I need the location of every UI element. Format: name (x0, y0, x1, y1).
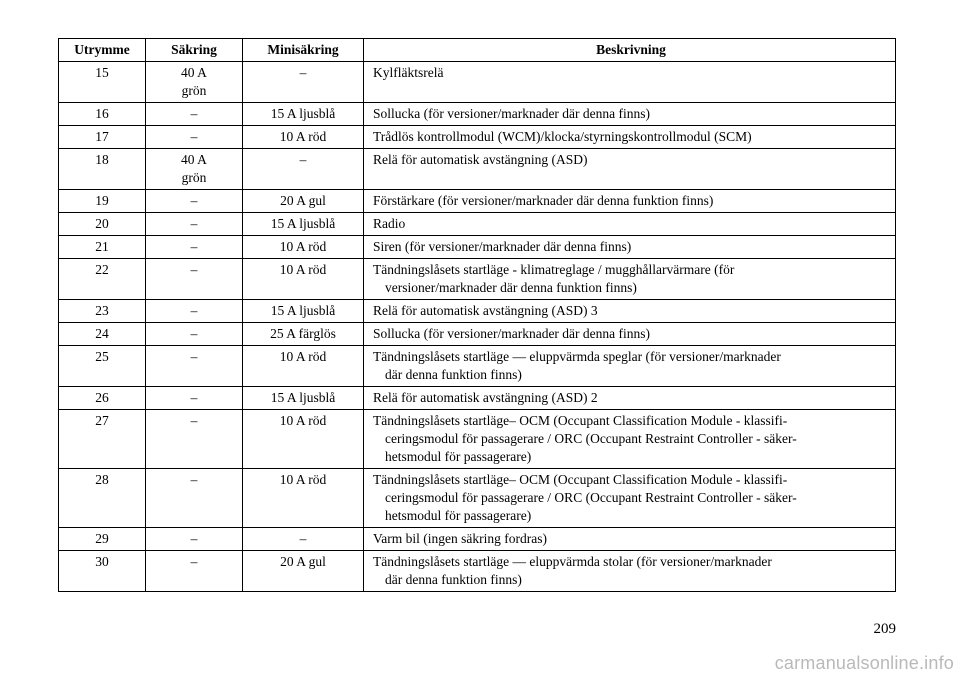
cell-beskrivning (364, 300, 896, 323)
cell-utrymme: 15 (59, 62, 146, 103)
cell-beskrivning-line: Relä för automatisk avstängning (ASD) 3 (373, 303, 598, 318)
cell-beskrivning (364, 410, 896, 469)
cell-beskrivning (364, 528, 896, 551)
cell-minisakring: 10 A röd (243, 469, 364, 528)
cell-sakring (146, 62, 243, 103)
table-row (59, 300, 896, 323)
cell-beskrivning-line: Trådlös kontrollmodul (WCM)/klocka/styrningskontrollmodul (SCM) (373, 129, 752, 144)
cell-sakring (146, 236, 243, 259)
watermark: carmanualsonline.info (774, 653, 954, 673)
cell-sakring-line: – (190, 349, 198, 364)
cell-utrymme: 16 (59, 103, 146, 126)
table-row (59, 323, 896, 346)
cell-utrymme: 26 (59, 387, 146, 410)
cell-beskrivning-line: Tändningslåsets startläge — eluppvärmda speglar (för versioner/marknader (373, 349, 781, 364)
cell-minisakring: 25 A färglös (243, 323, 364, 346)
cell-minisakring: 10 A röd (243, 126, 364, 149)
cell-minisakring: 10 A röd (243, 410, 364, 469)
cell-minisakring: 20 A gul (243, 551, 364, 592)
cell-beskrivning-line: Tändningslåsets startläge– OCM (Occupant Classification Module - klassifi- (373, 413, 788, 428)
cell-beskrivning-line: versioner/marknader där denna funktion finns) (385, 280, 637, 295)
cell-minisakring: 15 A ljusblå (243, 103, 364, 126)
cell-sakring (146, 346, 243, 387)
cell-sakring-line: – (190, 303, 198, 318)
cell-sakring-line: – (190, 106, 198, 121)
cell-sakring-line: – (190, 193, 198, 208)
cell-sakring-line: – (190, 531, 198, 546)
cell-utrymme: 25 (59, 346, 146, 387)
cell-utrymme: 24 (59, 323, 146, 346)
cell-utrymme: 17 (59, 126, 146, 149)
cell-beskrivning (364, 387, 896, 410)
cell-utrymme: 22 (59, 259, 146, 300)
cell-beskrivning-line: Sollucka (för versioner/marknader där denna finns) (373, 106, 651, 121)
cell-sakring (146, 387, 243, 410)
table-row (59, 126, 896, 149)
cell-sakring (146, 103, 243, 126)
table-row (59, 259, 896, 300)
cell-sakring (146, 469, 243, 528)
cell-beskrivning (364, 323, 896, 346)
cell-sakring (146, 551, 243, 592)
cell-minisakring: – (243, 62, 364, 103)
cell-sakring-line: – (190, 262, 198, 277)
cell-beskrivning (364, 149, 896, 190)
cell-utrymme: 20 (59, 213, 146, 236)
cell-sakring-line: – (190, 472, 198, 487)
cell-beskrivning (364, 346, 896, 387)
cell-minisakring: 20 A gul (243, 190, 364, 213)
header-sakring: Säkring (146, 39, 243, 62)
cell-beskrivning (364, 551, 896, 592)
cell-sakring-line: – (190, 326, 198, 341)
table-row (59, 213, 896, 236)
table-header-row (59, 39, 896, 62)
cell-beskrivning-line: ceringsmodul för passagerare / ORC (Occupant Restraint Controller - säker- (385, 490, 797, 505)
cell-sakring-line: – (190, 554, 198, 569)
cell-beskrivning-line: Relä för automatisk avstängning (ASD) 2 (373, 390, 598, 405)
table-row (59, 103, 896, 126)
cell-beskrivning-line: där denna funktion finns) (385, 572, 522, 587)
cell-utrymme: 28 (59, 469, 146, 528)
cell-beskrivning (364, 236, 896, 259)
cell-beskrivning (364, 469, 896, 528)
cell-sakring-line: 40 A (181, 65, 207, 80)
cell-sakring (146, 259, 243, 300)
cell-sakring-line: grön (181, 170, 207, 185)
cell-sakring-line: – (190, 216, 198, 231)
cell-beskrivning-line: Varm bil (ingen säkring fordras) (373, 531, 547, 546)
cell-sakring-line: 40 A (181, 152, 207, 167)
cell-utrymme: 30 (59, 551, 146, 592)
header-utrymme: Utrymme (59, 39, 146, 62)
cell-beskrivning (364, 62, 896, 103)
cell-minisakring: – (243, 149, 364, 190)
cell-sakring-line: – (190, 239, 198, 254)
cell-beskrivning-line: Sollucka (för versioner/marknader där denna finns) (373, 326, 651, 341)
table-body (59, 62, 896, 592)
page-number: 209 (873, 621, 896, 637)
cell-beskrivning-line: Tändningslåsets startläge– OCM (Occupant Classification Module - klassifi- (373, 472, 788, 487)
cell-minisakring: 15 A ljusblå (243, 300, 364, 323)
cell-sakring-line: – (190, 390, 198, 405)
cell-beskrivning (364, 213, 896, 236)
cell-beskrivning (364, 126, 896, 149)
cell-beskrivning-line: Relä för automatisk avstängning (ASD) (373, 152, 588, 167)
cell-sakring-line: – (190, 413, 198, 428)
cell-beskrivning-line: ceringsmodul för passagerare / ORC (Occupant Restraint Controller - säker- (385, 431, 797, 446)
cell-minisakring: 10 A röd (243, 236, 364, 259)
cell-utrymme: 29 (59, 528, 146, 551)
cell-utrymme: 27 (59, 410, 146, 469)
cell-sakring (146, 323, 243, 346)
table-row (59, 410, 896, 469)
cell-utrymme: 23 (59, 300, 146, 323)
table-row (59, 346, 896, 387)
cell-sakring (146, 190, 243, 213)
cell-sakring (146, 528, 243, 551)
cell-beskrivning-line: Tändningslåsets startläge — eluppvärmda stolar (för versioner/marknader (373, 554, 772, 569)
cell-sakring-line: – (190, 129, 198, 144)
cell-utrymme: 19 (59, 190, 146, 213)
cell-beskrivning-line: där denna funktion finns) (385, 367, 522, 382)
cell-beskrivning-line: Siren (för versioner/marknader där denna finns) (373, 239, 632, 254)
table-row (59, 551, 896, 592)
cell-beskrivning-line: Radio (373, 216, 406, 231)
fuse-table (58, 38, 896, 592)
cell-utrymme: 18 (59, 149, 146, 190)
cell-minisakring: – (243, 528, 364, 551)
cell-beskrivning-line: hetsmodul för passagerare) (385, 449, 532, 464)
cell-minisakring: 15 A ljusblå (243, 387, 364, 410)
cell-minisakring: 10 A röd (243, 346, 364, 387)
table-row (59, 190, 896, 213)
cell-utrymme: 21 (59, 236, 146, 259)
table-row (59, 469, 896, 528)
cell-sakring (146, 300, 243, 323)
cell-beskrivning-line: Förstärkare (för versioner/marknader där denna funktion finns) (373, 193, 714, 208)
cell-minisakring: 15 A ljusblå (243, 213, 364, 236)
cell-sakring (146, 126, 243, 149)
cell-beskrivning (364, 259, 896, 300)
cell-beskrivning-line: Tändningslåsets startläge - klimatreglage / mugghållarvärmare (för (373, 262, 735, 277)
table-row (59, 387, 896, 410)
cell-beskrivning-line: Kylfläktsrelä (373, 65, 444, 80)
header-beskrivning: Beskrivning (364, 39, 896, 62)
cell-beskrivning-line: hetsmodul för passagerare) (385, 508, 532, 523)
table-row (59, 149, 896, 190)
header-minisakring: Minisäkring (243, 39, 364, 62)
table-row (59, 236, 896, 259)
cell-beskrivning (364, 103, 896, 126)
table-row (59, 62, 896, 103)
cell-minisakring: 10 A röd (243, 259, 364, 300)
cell-sakring (146, 213, 243, 236)
table-row (59, 528, 896, 551)
cell-sakring-line: grön (181, 83, 207, 98)
cell-sakring (146, 149, 243, 190)
cell-beskrivning (364, 190, 896, 213)
cell-sakring (146, 410, 243, 469)
